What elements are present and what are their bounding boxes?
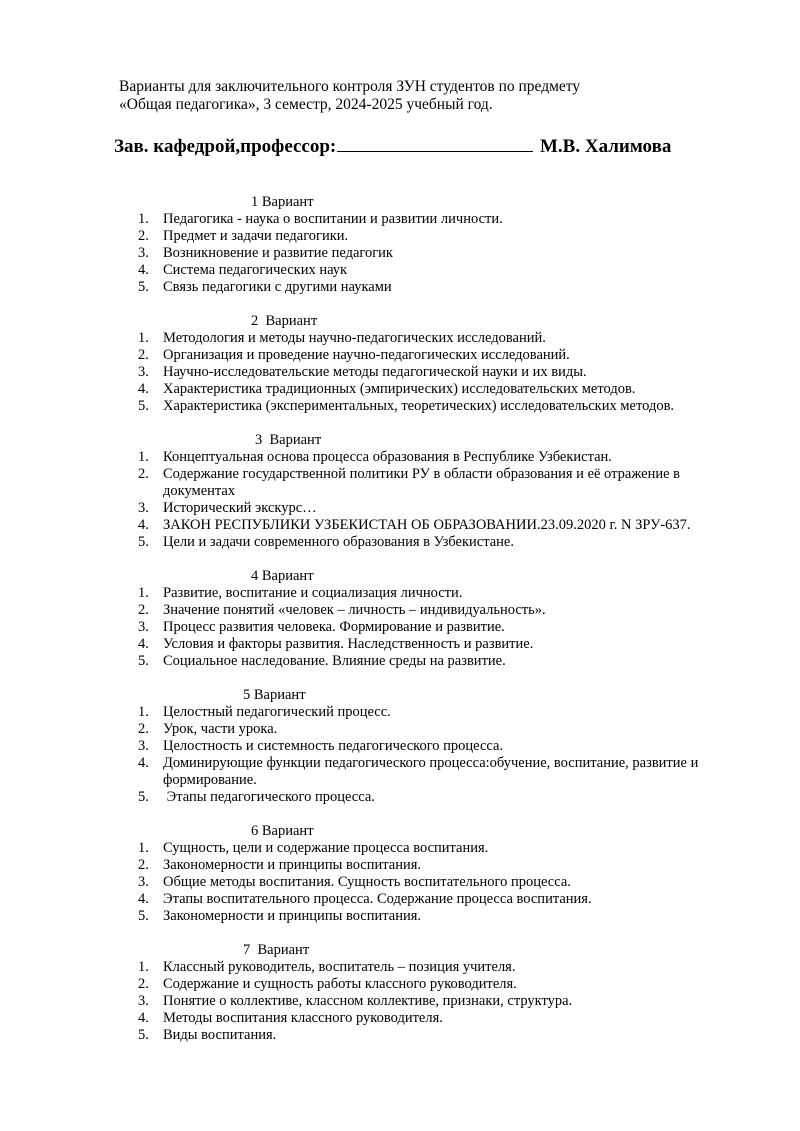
list-item: 5. Социальное наследование. Влияние среды на развитие.: [138, 653, 506, 669]
question-list: [138, 330, 718, 415]
document-intro: [119, 78, 759, 114]
list-item: 5. Цели и задачи современного образования в Узбекистане.: [138, 534, 514, 550]
list-item: 3. Понятие о коллективе, классном коллективе, признаки, структура.: [138, 993, 573, 1009]
list-item: 1. Развитие, воспитание и социализация личности.: [138, 585, 463, 601]
list-item: 4. Этапы воспитательного процесса. Содержание процесса воспитания.: [138, 891, 592, 907]
list-item: 2. Значение понятий «человек – личность – индивидуальность».: [138, 602, 546, 618]
list-item: 5. Этапы педагогического процесса.: [138, 789, 375, 805]
list-item: 2. Предмет и задачи педагогики.: [138, 228, 349, 244]
list-item: 4. Методы воспитания классного руководителя.: [138, 1010, 443, 1026]
question-list: [138, 585, 718, 670]
list-item: 4. Система педагогических наук: [138, 262, 348, 278]
question-list: [138, 449, 718, 551]
list-item: 5. Связь педагогики с другими науками: [138, 279, 392, 295]
list-item: 2. Содержание государственной политики РУ в области образования и её отражение в документах: [138, 466, 681, 499]
list-item: 1. Концептуальная основа процесса образования в Республике Узбекистан.: [138, 449, 612, 465]
list-item: 3. Процесс развития человека. Формирование и развитие.: [138, 619, 505, 635]
question-list: [138, 959, 718, 1044]
list-item: 4. ЗАКОН РЕСПУБЛИКИ УЗБЕКИСТАН ОБ ОБРАЗОВАНИИ.23.09.2020 г. N ЗРУ-637.: [138, 517, 691, 533]
list-item: 2. Организация и проведение научно-педагогических исследований.: [138, 347, 570, 363]
variant-title: 1 Вариант: [251, 194, 314, 210]
list-item: 1. Методология и методы научно-педагогических исследований.: [138, 330, 546, 346]
list-item: 2. Содержание и сущность работы классного руководителя.: [138, 976, 517, 992]
question-list: [138, 840, 718, 925]
variant-title: 6 Вариант: [251, 823, 314, 839]
list-item: 2. Закономерности и принципы воспитания.: [138, 857, 422, 873]
list-item: 5. Характеристика (экспериментальных, теоретических) исследовательских методов.: [138, 398, 675, 414]
question-list: [138, 704, 718, 806]
list-item: 3. Научно-исследовательские методы педагогической науки и их виды.: [138, 364, 587, 380]
list-item: 1. Целостный педагогический процесс.: [138, 704, 391, 720]
list-item: 3. Общие методы воспитания. Сущность воспитательного процесса.: [138, 874, 571, 890]
department-head-line: [114, 136, 671, 158]
variant-title: 4 Вариант: [251, 568, 314, 584]
list-item: 2. Урок, части урока.: [138, 721, 278, 737]
intro-line-1: Варианты для заключительного контроля ЗУН студентов по предмету: [119, 78, 581, 95]
signature-line: [337, 137, 533, 152]
list-item: 4. Доминирующие функции педагогического процесса:обучение, воспитание, развитие и формирование.: [138, 755, 699, 788]
list-item: 3. Исторический экскурс…: [138, 500, 317, 516]
list-item: 3. Целостность и системность педагогического процесса.: [138, 738, 504, 754]
list-item: 1. Педагогика - наука о воспитании и развитии личности.: [138, 211, 503, 227]
intro-line-2: «Общая педагогика», 3 семестр, 2024-2025 учебный год.: [119, 96, 493, 113]
variant-title: 7 Вариант: [243, 942, 310, 958]
variant-title: 5 Вариант: [243, 687, 306, 703]
list-item: 5. Закономерности и принципы воспитания.: [138, 908, 422, 924]
question-list: [138, 211, 718, 296]
list-item: 1. Сущность, цели и содержание процесса воспитания.: [138, 840, 489, 856]
variant-title: 3 Вариант: [255, 432, 322, 448]
list-item: 1. Классный руководитель, воспитатель – позиция учителя.: [138, 959, 516, 975]
list-item: 4. Характеристика традиционных (эмпирических) исследовательских методов.: [138, 381, 636, 397]
list-item: 5. Виды воспитания.: [138, 1027, 277, 1043]
list-item: 4. Условия и факторы развития. Наследственность и развитие.: [138, 636, 534, 652]
variant-title: 2 Вариант: [251, 313, 318, 329]
department-head-label: Зав. кафедрой,профессор:: [114, 136, 337, 157]
list-item: 3. Возникновение и развитие педагогик: [138, 245, 393, 261]
department-head-name: М.В. Халимова: [540, 136, 672, 157]
